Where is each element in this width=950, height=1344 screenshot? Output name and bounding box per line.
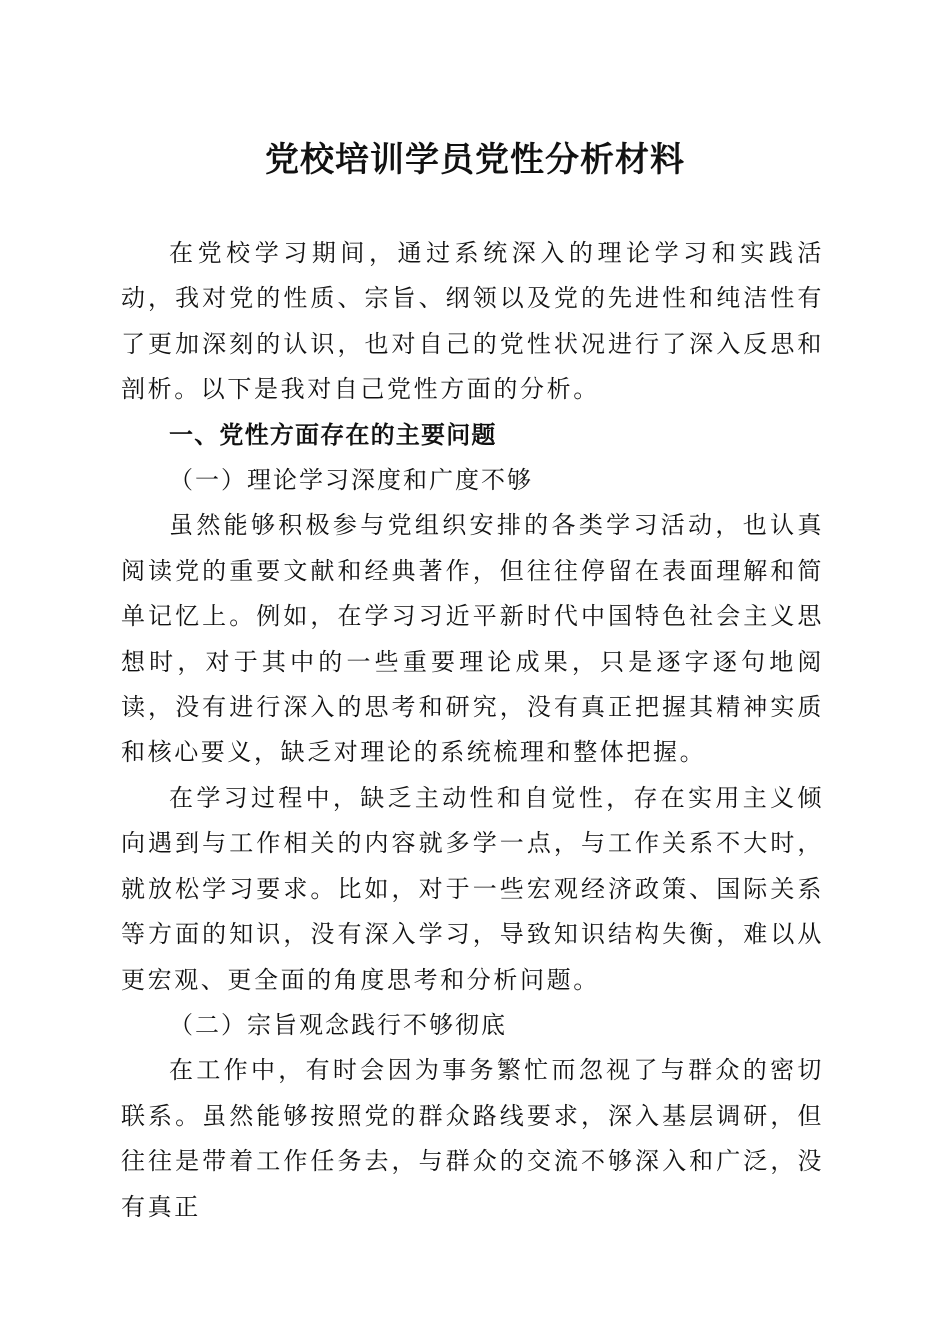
subsection-heading: （二）宗旨观念践行不够彻底: [169, 1010, 507, 1039]
intro-paragraph: 在党校学习期间，通过系统深入的理论学习和实践活动，我对党的性质、宗旨、纲领以及党的先进性和纯洁性有了更加深刻的认识，也对自己的党性状况进行了深入反思和剖析。以下是我对自己党性方面的分析。: [121, 239, 824, 404]
body-paragraph: 在学习过程中，缺乏主动性和自觉性，存在实用主义倾向遇到与工作相关的内容就多学一点，与工作关系不大时，就放松学习要求。比如，对于一些宏观经济政策、国际关系等方面的知识，没有深入学习，导致知识结构失衡，难以从更宏观、更全面的角度思考和分析问题。: [121, 783, 824, 994]
document-body: [121, 231, 824, 1230]
section-heading: 一、党性方面存在的主要问题: [169, 420, 497, 449]
subsection-heading: （一）理论学习深度和广度不够: [169, 466, 533, 495]
body-paragraph: 虽然能够积极参与党组织安排的各类学习活动，也认真阅读党的重要文献和经典著作，但往往停留在表面理解和简单记忆上。例如，在学习习近平新时代中国特色社会主义思想时，对于其中的一些重要理论成果，只是逐字逐句地阅读，没有进行深入的思考和研究，没有真正把握其精神实质和核心要义，缺乏对理论的系统梳理和整体把握。: [121, 511, 824, 767]
body-paragraph: 在工作中，有时会因为事务繁忙而忽视了与群众的密切联系。虽然能够按照党的群众路线要求，深入基层调研，但往往是带着工作任务去，与群众的交流不够深入和广泛，没有真正: [121, 1056, 824, 1221]
document-title: 党校培训学员党性分析材料: [265, 140, 685, 180]
